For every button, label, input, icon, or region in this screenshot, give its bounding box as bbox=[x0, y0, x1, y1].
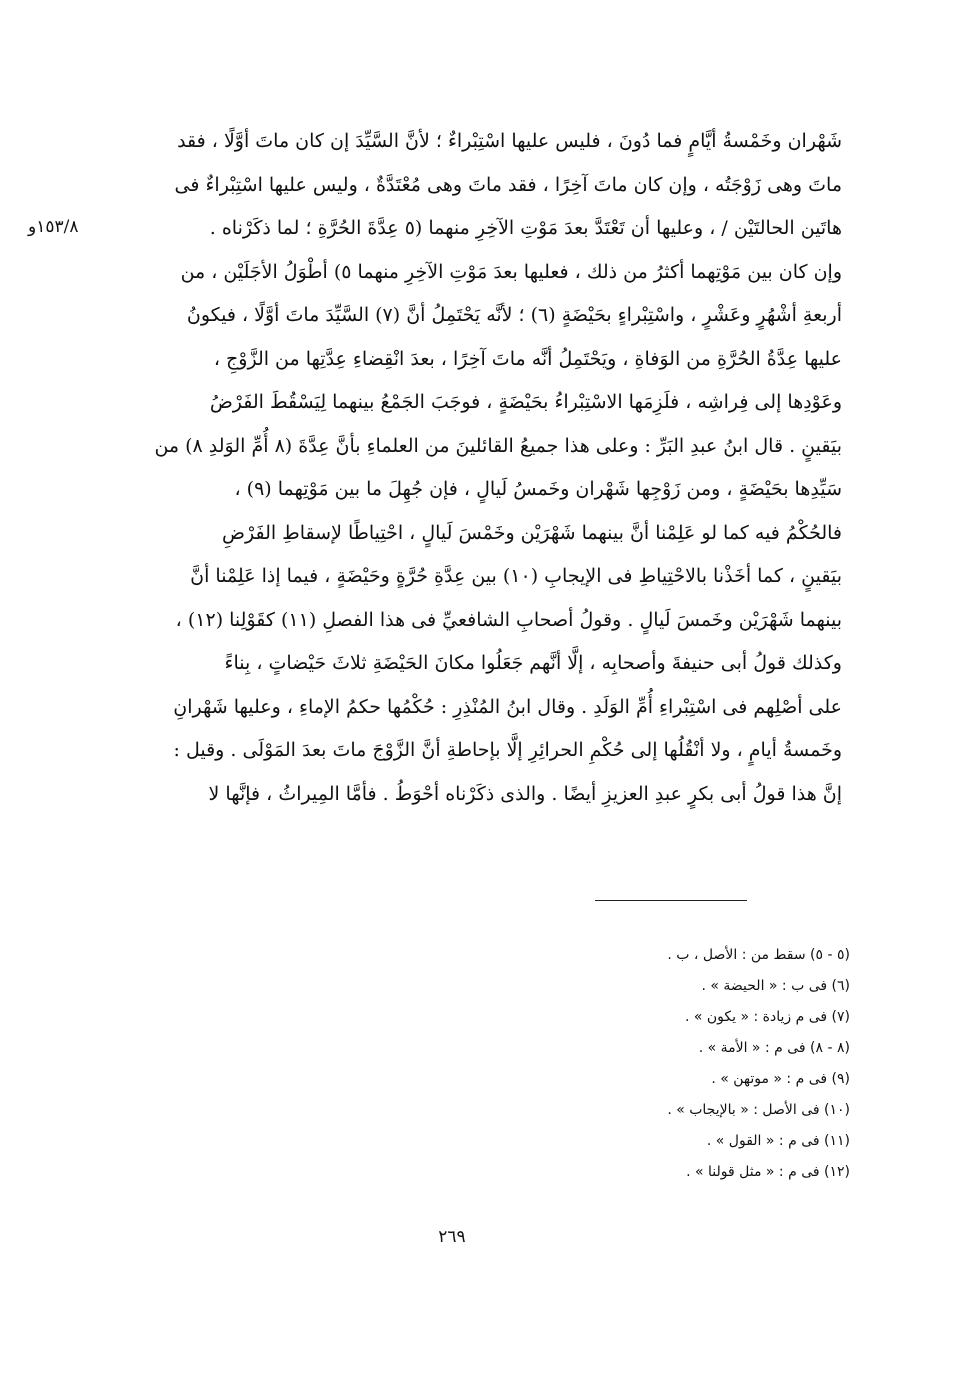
text-line: بيَقينٍ . قال ابنُ عبدِ البَرِّ : وعلى هذا جميعُ القائلينَ من العلماءِ بأنَّ عِدَّةَ (٨ أُمِّ الوَلدِ ٨) من bbox=[154, 434, 842, 457]
text-line: وعَوْدِها إلى فِراشِه ، فلَزِمَها الاسْتِبْراءُ بحَيْضَةٍ ، فوجَبَ الجَمْعُ بينهما لِيَسْقُطَ الفَرْضُ bbox=[209, 391, 842, 413]
footnote: (١١) فى م : « القول » . bbox=[706, 1133, 850, 1149]
footnote: (١٢) فى م : « مثل قولنا » . bbox=[686, 1164, 850, 1180]
footnote: (٦) فى ب : « الحيضة » . bbox=[701, 978, 850, 994]
text-line: بينهما شَهْرَيْن وخَمسَ لَيالٍ . وقولُ أصحابِ الشافعيِّ فى هذا الفصلِ (١١) كقَوْلِنا (١٢) ، bbox=[175, 608, 842, 631]
text-line: فالحُكْمُ فيه كما لو عَلِمْنا أنَّ بينهما شَهْرَيْن وخَمْسَ لَيالٍ ، احْتِياطًا لإسقاطِ الفَرْضِ bbox=[222, 521, 842, 544]
footnote: (٧) فى م زيادة : « يكون » . bbox=[684, 1009, 850, 1025]
footnote-separator bbox=[595, 900, 747, 901]
text-line: سَيِّدِها بحَيْضَةٍ ، ومن زَوْجِها شَهْران وخَمسُ لَيالٍ ، فإن جُهِلَ ما بين مَوْتِهما (٩) ، bbox=[234, 478, 842, 500]
text-line: عليها عِدَّةُ الحُرَّةِ من الوَفاةِ ، ويَحْتَمِلُ أنَّه ماتَ آخِرًا ، بعدَ انْقِضاءِ عِدَّتِها من الزَّوْجِ ، bbox=[213, 347, 842, 370]
text-line: شَهْران وخَمْسةُ أيَّامٍ فما دُونَ ، فليس عليها اسْتِبْراءٌ ؛ لأنَّ السَّيِّدَ إن كان ماتَ أوَّلًا ، فقد bbox=[177, 130, 842, 152]
page-number: ٢٦٩ bbox=[438, 1227, 466, 1247]
footnote: (٩) فى م : « موتهن » . bbox=[711, 1071, 850, 1087]
text-line: ماتَ وهى زَوْجَتُه ، وإن كان ماتَ آخِرًا ، فقد ماتَ وهى مُعْتَدَّةٌ ، وليس عليها اسْتِبْراءٌ فى bbox=[174, 173, 842, 196]
main-text-block bbox=[152, 120, 842, 816]
footnote: (٨ - ٨) فى م : « الأمة » . bbox=[698, 1040, 850, 1056]
footnotes-block bbox=[400, 940, 850, 1188]
text-line: وإن كان بين مَوْتِهما أكثرُ من ذلك ، فعليها بعدَ مَوْتِ الآخِرِ منهما ٥) أطْوَلُ الأجَلَيْن ، من bbox=[180, 260, 842, 283]
text-line: وخَمسةُ أيامٍ ، ولا أنْقُلُها إلى حُكْمِ الحرائِرِ إلَّا بإحاطةِ أنَّ الزَّوْجَ ماتَ بعدَ المَوْلَى . وقيل : bbox=[173, 739, 842, 761]
text-line: وكذلك قولُ أبى حنيفةَ وأصحابِه ، إلَّا أنَّهم جَعَلُوا مكانَ الحَيْضَةِ ثلاثَ حَيْضاتٍ ، بِناءً bbox=[224, 652, 842, 674]
text-line: بيَقينٍ ، كما أخَذْنا بالاحْتِياطِ فى الإيجابِ (١٠) بين عِدَّةِ حُرَّةٍ وحَيْضَةٍ ، فيما إذا عَلِمْنا أنَّ bbox=[190, 565, 842, 587]
text-line: إنَّ هذا قولُ أبى بكرٍ عبدِ العزيزِ أيضًا . والذى ذكَرْناه أحْوَطُ . فأمَّا المِيراثُ ، فإنَّها لا bbox=[208, 782, 842, 805]
text-line: هاتَين الحالتَيْن / ، وعليها أن تَعْتَدَّ بعدَ مَوْتِ الآخِرِ منهما (٥ عِدَّةَ الحُرَّةِ ؛ لما ذكَرْناه . bbox=[209, 217, 842, 239]
footnote: (١٠) فى الأصل : « بالإيجاب » . bbox=[667, 1102, 850, 1118]
text-line: أربعةِ أشْهُرٍ وعَشْرٍ ، واسْتِبْراءٍ بحَيْضَةٍ (٦) ؛ لأنَّه يَحْتَمِلُ أنَّ (٧) السَّيِّدَ ماتَ أوَّلًا ، فيكونُ bbox=[186, 304, 842, 326]
margin-folio-reference: ١٥٣/٨و bbox=[28, 217, 79, 237]
footnote: (٥ - ٥) سقط من : الأصل ، ب . bbox=[667, 947, 850, 963]
text-line: على أصْلِهم فى اسْتِبْراءِ أُمِّ الوَلَدِ . وقال ابنُ المُنْذِرِ : حُكْمُها حكمُ الإماءِ ، وعليها شَهْرانِ bbox=[173, 695, 842, 718]
